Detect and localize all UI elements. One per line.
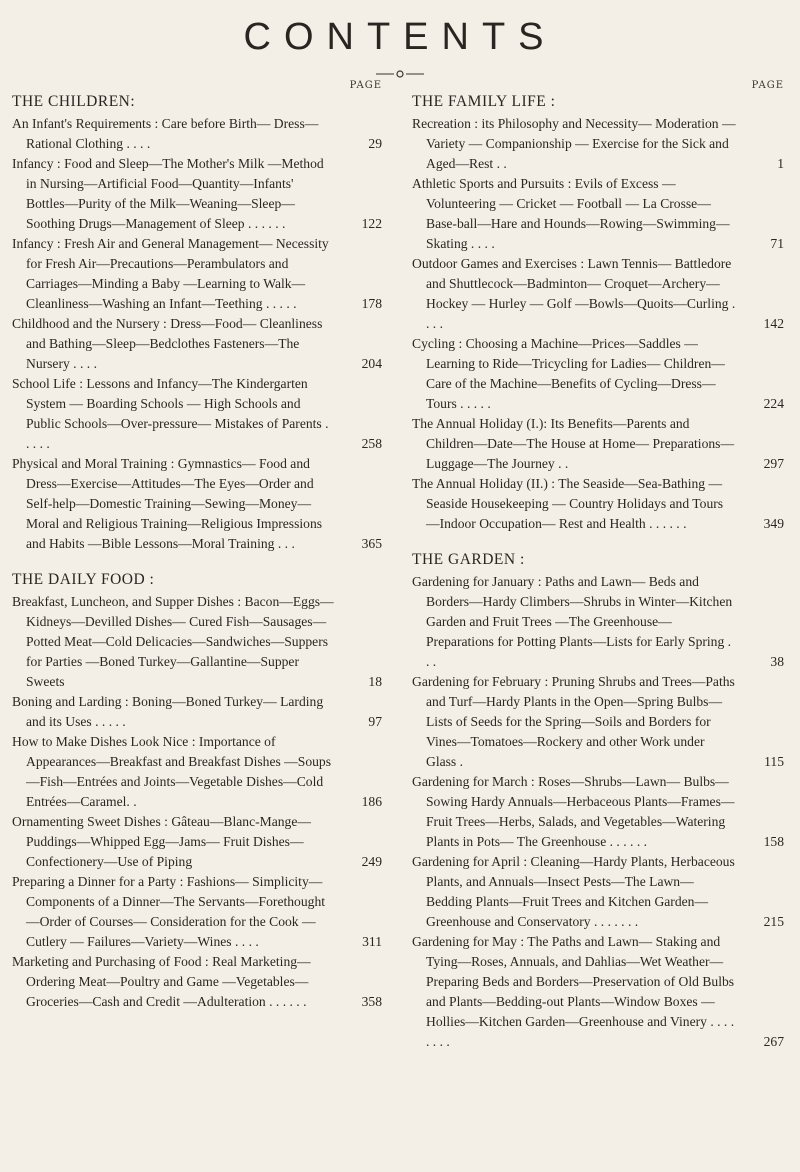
toc-entry [12,732,382,812]
entry-text: Gardening for May : The Paths and Lawn— Staking and Tying—Roses, Annuals, and Dahlias—Wet Weather—Preparing Beds and Borders—Preservation of Old Bulbs and Plants—Bedding-out Plants—Window Boxes —Hollies—Kitchen Garden—Greenhouse and Vinery . . . . . . . . [412,934,735,1049]
toc-entry [12,872,382,952]
entry-page-number: 258 [361,436,382,451]
toc-entry [12,952,382,1012]
entry-text: School Life : Lessons and Infancy—The Kindergarten System — Boarding Schools — High Schools and Public Schools—Over-pressure— Mistakes of Parents . . . . . [12,376,329,451]
right-column [412,80,784,1052]
left-column [12,80,382,1012]
entry-text: Gardening for January : Paths and Lawn— Beds and Borders—Hardy Climbers—Shrubs in Winter—Kitchen Garden and Fruit Trees —The Greenhouse—Preparations for Potting Plants—Lists for Early Spring . . . [412,574,733,669]
entry-page-number: 249 [361,854,382,869]
toc-entry [412,572,784,672]
entry-list [12,592,382,1012]
entry-text: Breakfast, Luncheon, and Supper Dishes : Bacon—Eggs—Kidneys—Devilled Dishes— Cured Fish—Sausages—Potted Meat—Cold Delicacies—Sandwiches—Suppers for Parties —Boned Turkey—Gallantine—Supper Sweets [12,594,334,689]
section-heading: THE FAMILY LIFE : [412,93,556,110]
entry-text: Recreation : its Philosophy and Necessity— Moderation — Variety — Companionship — Exercise for the Sick and Aged—Rest . . [412,116,736,171]
toc-entry [12,812,382,872]
entry-text: Ornamenting Sweet Dishes : Gâteau—Blanc-Mange—Puddings—Whipped Egg—Jams— Fruit Dishes—Confectionery—Use of Piping [12,814,311,869]
section-heading: THE GARDEN : [412,551,525,568]
toc-entry [412,174,784,254]
entry-text: Boning and Larding : Boning—Boned Turkey— Larding and its Uses . . . . . [12,694,324,729]
entry-page-number: 358 [361,994,382,1009]
entry-text: Athletic Sports and Pursuits : Evils of Excess — Volunteering — Cricket — Football — La Crosse—Base-ball—Hare and Hounds—Rowing—Swimming—Skating . . . . [412,176,730,251]
toc-entry [12,234,382,314]
left-sections [12,93,382,1012]
entry-page-number: 224 [763,396,784,411]
entry-text: Marketing and Purchasing of Food : Real Marketing—Ordering Meat—Poultry and Game —Vegetables—Groceries—Cash and Credit —Adulteration . . . . . . [12,954,311,1009]
toc-entry [12,592,382,692]
entry-text: How to Make Dishes Look Nice : Importance of Appearances—Breakfast and Breakfast Dishes —Soups—Fish—Entrées and Joints—Vegetable Dishes—Cold Entrées—Caramel. . [12,734,332,809]
entry-text: An Infant's Requirements : Care before Birth— Dress—Rational Clothing . . . . [12,116,319,151]
entry-text: Infancy : Food and Sleep—The Mother's Milk —Method in Nursing—Artificial Food—Quantity—Infants' Bottles—Purity of the Milk—Weaning—Sleep—Soothing Drugs—Management of Sleep . . . . . . [12,156,324,231]
toc-entry [412,474,784,534]
entry-page-number: 158 [763,834,784,849]
toc-entry [12,114,382,154]
entry-text: Cycling : Choosing a Machine—Prices—Saddles —Learning to Ride—Tricycling for Ladies— Children—Care of the Machine—Benefits of Cycling—Dress—Tours . . . . . [412,336,725,411]
divider-ornament [370,68,430,80]
entry-text: Gardening for March : Roses—Shrubs—Lawn— Bulbs—Sowing Hardy Annuals—Herbaceous Plants—Frames—Fruit Trees—Herbs, Salads, and Vegetables—Watering Plants in Pots— The Greenhouse . . . . . . [412,774,735,849]
toc-entry [412,114,784,174]
toc-entry [412,254,784,334]
entry-page-number: 38 [770,654,784,669]
entry-page-number: 122 [361,216,382,231]
entry-page-number: 97 [368,714,382,729]
entry-text: Gardening for April : Cleaning—Hardy Plants, Herbaceous Plants, and Annuals—Insect Pests—The Lawn—Bedding Plants—Fruit Trees and Kitchen Garden—Greenhouse and Conservatory . . . . . . . [412,854,735,929]
toc-entry [412,852,784,932]
right-sections [412,93,784,1052]
toc-entry [12,454,382,554]
entry-text: The Annual Holiday (I.): Its Benefits—Parents and Children—Date—The House at Home— Preparations—Luggage—The Journey . . [412,416,735,471]
entry-page-number: 215 [763,914,784,929]
section-gap [412,534,784,550]
entry-page-number: 115 [764,754,784,769]
entry-page-number: 71 [770,236,784,251]
entry-text: Outdoor Games and Exercises : Lawn Tennis— Battledore and Shuttlecock—Badminton— Croquet—Archery—Hockey — Hurley — Golf —Bowls—Quoits—Curling . . . . [412,256,736,331]
entry-page-number: 186 [361,794,382,809]
toc-entry [412,414,784,474]
toc-entry [12,314,382,374]
entry-text: Childhood and the Nursery : Dress—Food— Cleanliness and Bathing—Sleep—Bedclothes Fasteners—The Nursery . . . . [12,316,323,371]
entry-page-number: 142 [763,316,784,331]
entry-list [12,114,382,554]
section-heading: THE CHILDREN: [12,93,136,110]
page-title: CONTENTS [243,16,557,58]
entry-page-number: 297 [763,456,784,471]
entry-text: Infancy : Fresh Air and General Management— Necessity for Fresh Air—Precautions—Perambulators and Carriages—Minding a Baby —Learning to Walk—Cleanliness—Washing an Infant—Teething . . . . . [12,236,329,311]
page-label: PAGE [349,80,382,91]
toc-entry [12,692,382,732]
entry-page-number: 365 [361,536,382,551]
entry-list [412,572,784,1052]
entry-text: Physical and Moral Training : Gymnastics— Food and Dress—Exercise—Attitudes—The Eyes—Order and Self-help—Domestic Training—Sewing—Money—Moral and Religious Training—Religious Impressions and Habits —Bible Lessons—Moral Training . . . [12,456,323,551]
entry-list [412,114,784,534]
entry-text: Preparing a Dinner for a Party : Fashions— Simplicity—Components of a Dinner—The Servants—Forethought—Order of Courses— Consideration for the Cook — Cutlery — Failures—Variety—Wines . . . . [12,874,326,949]
toc-entry [12,154,382,234]
entry-page-number: 178 [361,296,382,311]
entry-page-number: 311 [362,934,382,949]
entry-page-number: 349 [763,516,784,531]
toc-entry [12,374,382,454]
toc-entry [412,932,784,1052]
entry-text: Gardening for February : Pruning Shrubs and Trees—Paths and Turf—Hardy Plants in the Open—Spring Bulbs—Lists of Seeds for the Spring—Soils and Borders for Vines—Tomatoes—Rockery and other Work under Glass . [412,674,735,769]
entry-page-number: 29 [368,136,382,151]
section-gap [12,554,382,570]
entry-text: The Annual Holiday (II.) : The Seaside—Sea-Bathing — Seaside Housekeeping — Country Holidays and Tours—Indoor Occupation— Rest and Health . . . . . . [412,476,724,531]
section-heading: THE DAILY FOOD : [12,571,155,588]
entry-page-number: 204 [361,356,382,371]
toc-entry [412,672,784,772]
page-label: PAGE [751,80,784,91]
toc-entry [412,334,784,414]
entry-page-number: 18 [368,674,382,689]
toc-entry [412,772,784,852]
entry-page-number: 1 [777,156,784,171]
entry-page-number: 267 [763,1034,784,1049]
